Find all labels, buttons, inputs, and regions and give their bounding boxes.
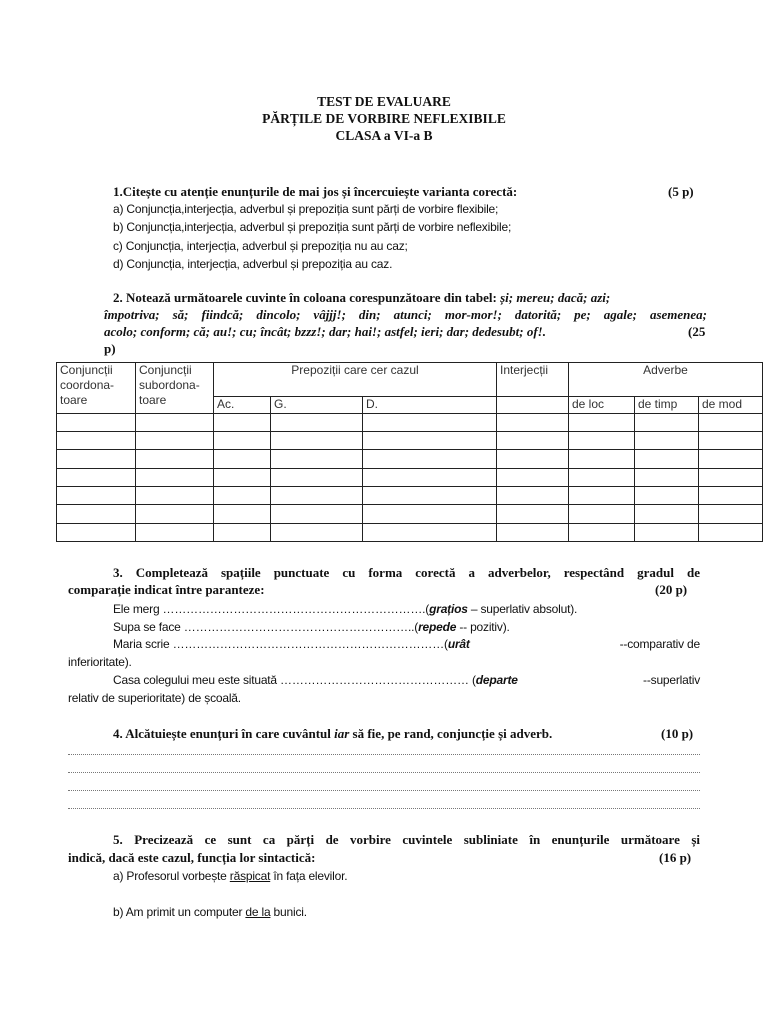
- table-row: [57, 469, 763, 487]
- header-prepositions: Prepoziții care cer cazul: [214, 363, 497, 397]
- table-row: [57, 505, 763, 524]
- q3-item-3: Maria scrie ……………………………………………………………(urât --comparativ de: [113, 637, 700, 651]
- header-acc: Ac.: [214, 397, 271, 414]
- q2-words-1: și; mereu; dacă; azi;: [500, 290, 611, 305]
- header-gen: G.: [271, 397, 363, 414]
- q2-line3: acolo; conform; că; au!; cu; încât; bzzz!; dar; hai!; astfel; ieri; dar; dedesubt; of!.: [104, 324, 546, 339]
- table-row: [57, 450, 763, 469]
- q2-points-a: (25: [688, 324, 706, 339]
- table-row: [57, 414, 763, 432]
- q5-title-b: indică, dacă este cazul, funcția lor sintactică:: [68, 850, 316, 865]
- header-adverbs: Adverbe: [569, 363, 763, 397]
- q2-line1: [113, 290, 707, 306]
- header-interjections: Interjecții: [497, 363, 569, 397]
- header-conj-coord: Conjuncții coordona- toare: [57, 363, 136, 414]
- q2-points-b: p): [104, 341, 116, 356]
- header-adv-place: de loc: [569, 397, 635, 414]
- q4-points: (10 p): [661, 726, 694, 741]
- header-adv-manner: de mod: [699, 397, 763, 414]
- table-row: [57, 432, 763, 450]
- underlined-word: răspicat: [229, 869, 271, 883]
- header-dat: D.: [363, 397, 497, 414]
- q5-item-b: b) Am primit un computer de la bunici.: [113, 905, 307, 919]
- header-conj-sub: Conjuncții subordona- toare: [136, 363, 214, 414]
- q3-item-1: Ele merg ………………………………………………………….(grațios – superlativ absolut).: [113, 602, 578, 616]
- q1-option-c: c) Conjuncția, interjecția, adverbul și prepoziția nu au caz;: [113, 239, 408, 253]
- q3-item-4: Casa colegului meu este situată ………………………………………… (departe --superlativ: [113, 673, 700, 687]
- answer-line[interactable]: [68, 808, 700, 809]
- table-row: [57, 524, 763, 542]
- answer-line[interactable]: [68, 790, 700, 791]
- q5-points: (16 p): [659, 850, 692, 865]
- q2-line2: împotriva; să; fiindcă; dincolo; vâjjj!; din; atunci; mor-mor!; datorită; pe; agale; asemenea;: [104, 307, 707, 322]
- q2-instruction: 2. Notează următoarele cuvinte în coloana corespunzătoare din tabel:: [113, 290, 497, 305]
- q3-points: (20 p): [655, 582, 688, 597]
- q1-points: (5 p): [668, 184, 694, 199]
- word-classification-table: [56, 362, 763, 542]
- header-adv-time: de timp: [635, 397, 699, 414]
- q1-title: 1.Citește cu atenție enunțurile de mai jos și încercuiește varianta corectă:: [113, 184, 518, 199]
- table-row: [57, 487, 763, 505]
- q5-title-a: 5. Precizează ce sunt ca părți de vorbire cuvintele subliniate în enunțurile următoare și: [113, 832, 700, 847]
- test-class: CLASA a VI-a B: [335, 128, 433, 143]
- underlined-word: de la: [245, 905, 271, 919]
- q3-title-b: comparație indicat între paranteze:: [68, 582, 265, 597]
- q3-title-a: 3. Completează spațiile punctuate cu forma corectă a adverbelor, respectând gradul de: [113, 565, 700, 580]
- test-subtitle: PĂRȚILE DE VORBIRE NEFLEXIBILE: [262, 111, 506, 126]
- q1-option-a: a) Conjuncția,interjecția, adverbul și prepoziția sunt părți de vorbire flexibile;: [113, 202, 499, 216]
- answer-line[interactable]: [68, 754, 700, 755]
- q4-title: 4. Alcătuiește enunțuri în care cuvântul iar să fie, pe rand, conjuncție și adverb.: [113, 726, 553, 741]
- q3-item-2: Supa se face …………………………………………………..(repede -- pozitiv).: [113, 620, 510, 634]
- q3-item-3-cont: inferioritate).: [68, 655, 132, 669]
- q3-item-4-cont: relativ de superioritate) de școală.: [68, 691, 241, 705]
- q5-item-a: a) Profesorul vorbește răspicat în fața elevilor.: [113, 869, 348, 883]
- answer-line[interactable]: [68, 772, 700, 773]
- q1-option-d: d) Conjuncția, interjecția, adverbul și prepoziția au caz.: [113, 257, 393, 271]
- q1-option-b: b) Conjuncția,interjecția, adverbul și prepoziția sunt părți de vorbire neflexibile;: [113, 220, 512, 234]
- header-interj-empty: [497, 397, 569, 414]
- test-title: TEST DE EVALUARE: [317, 94, 451, 109]
